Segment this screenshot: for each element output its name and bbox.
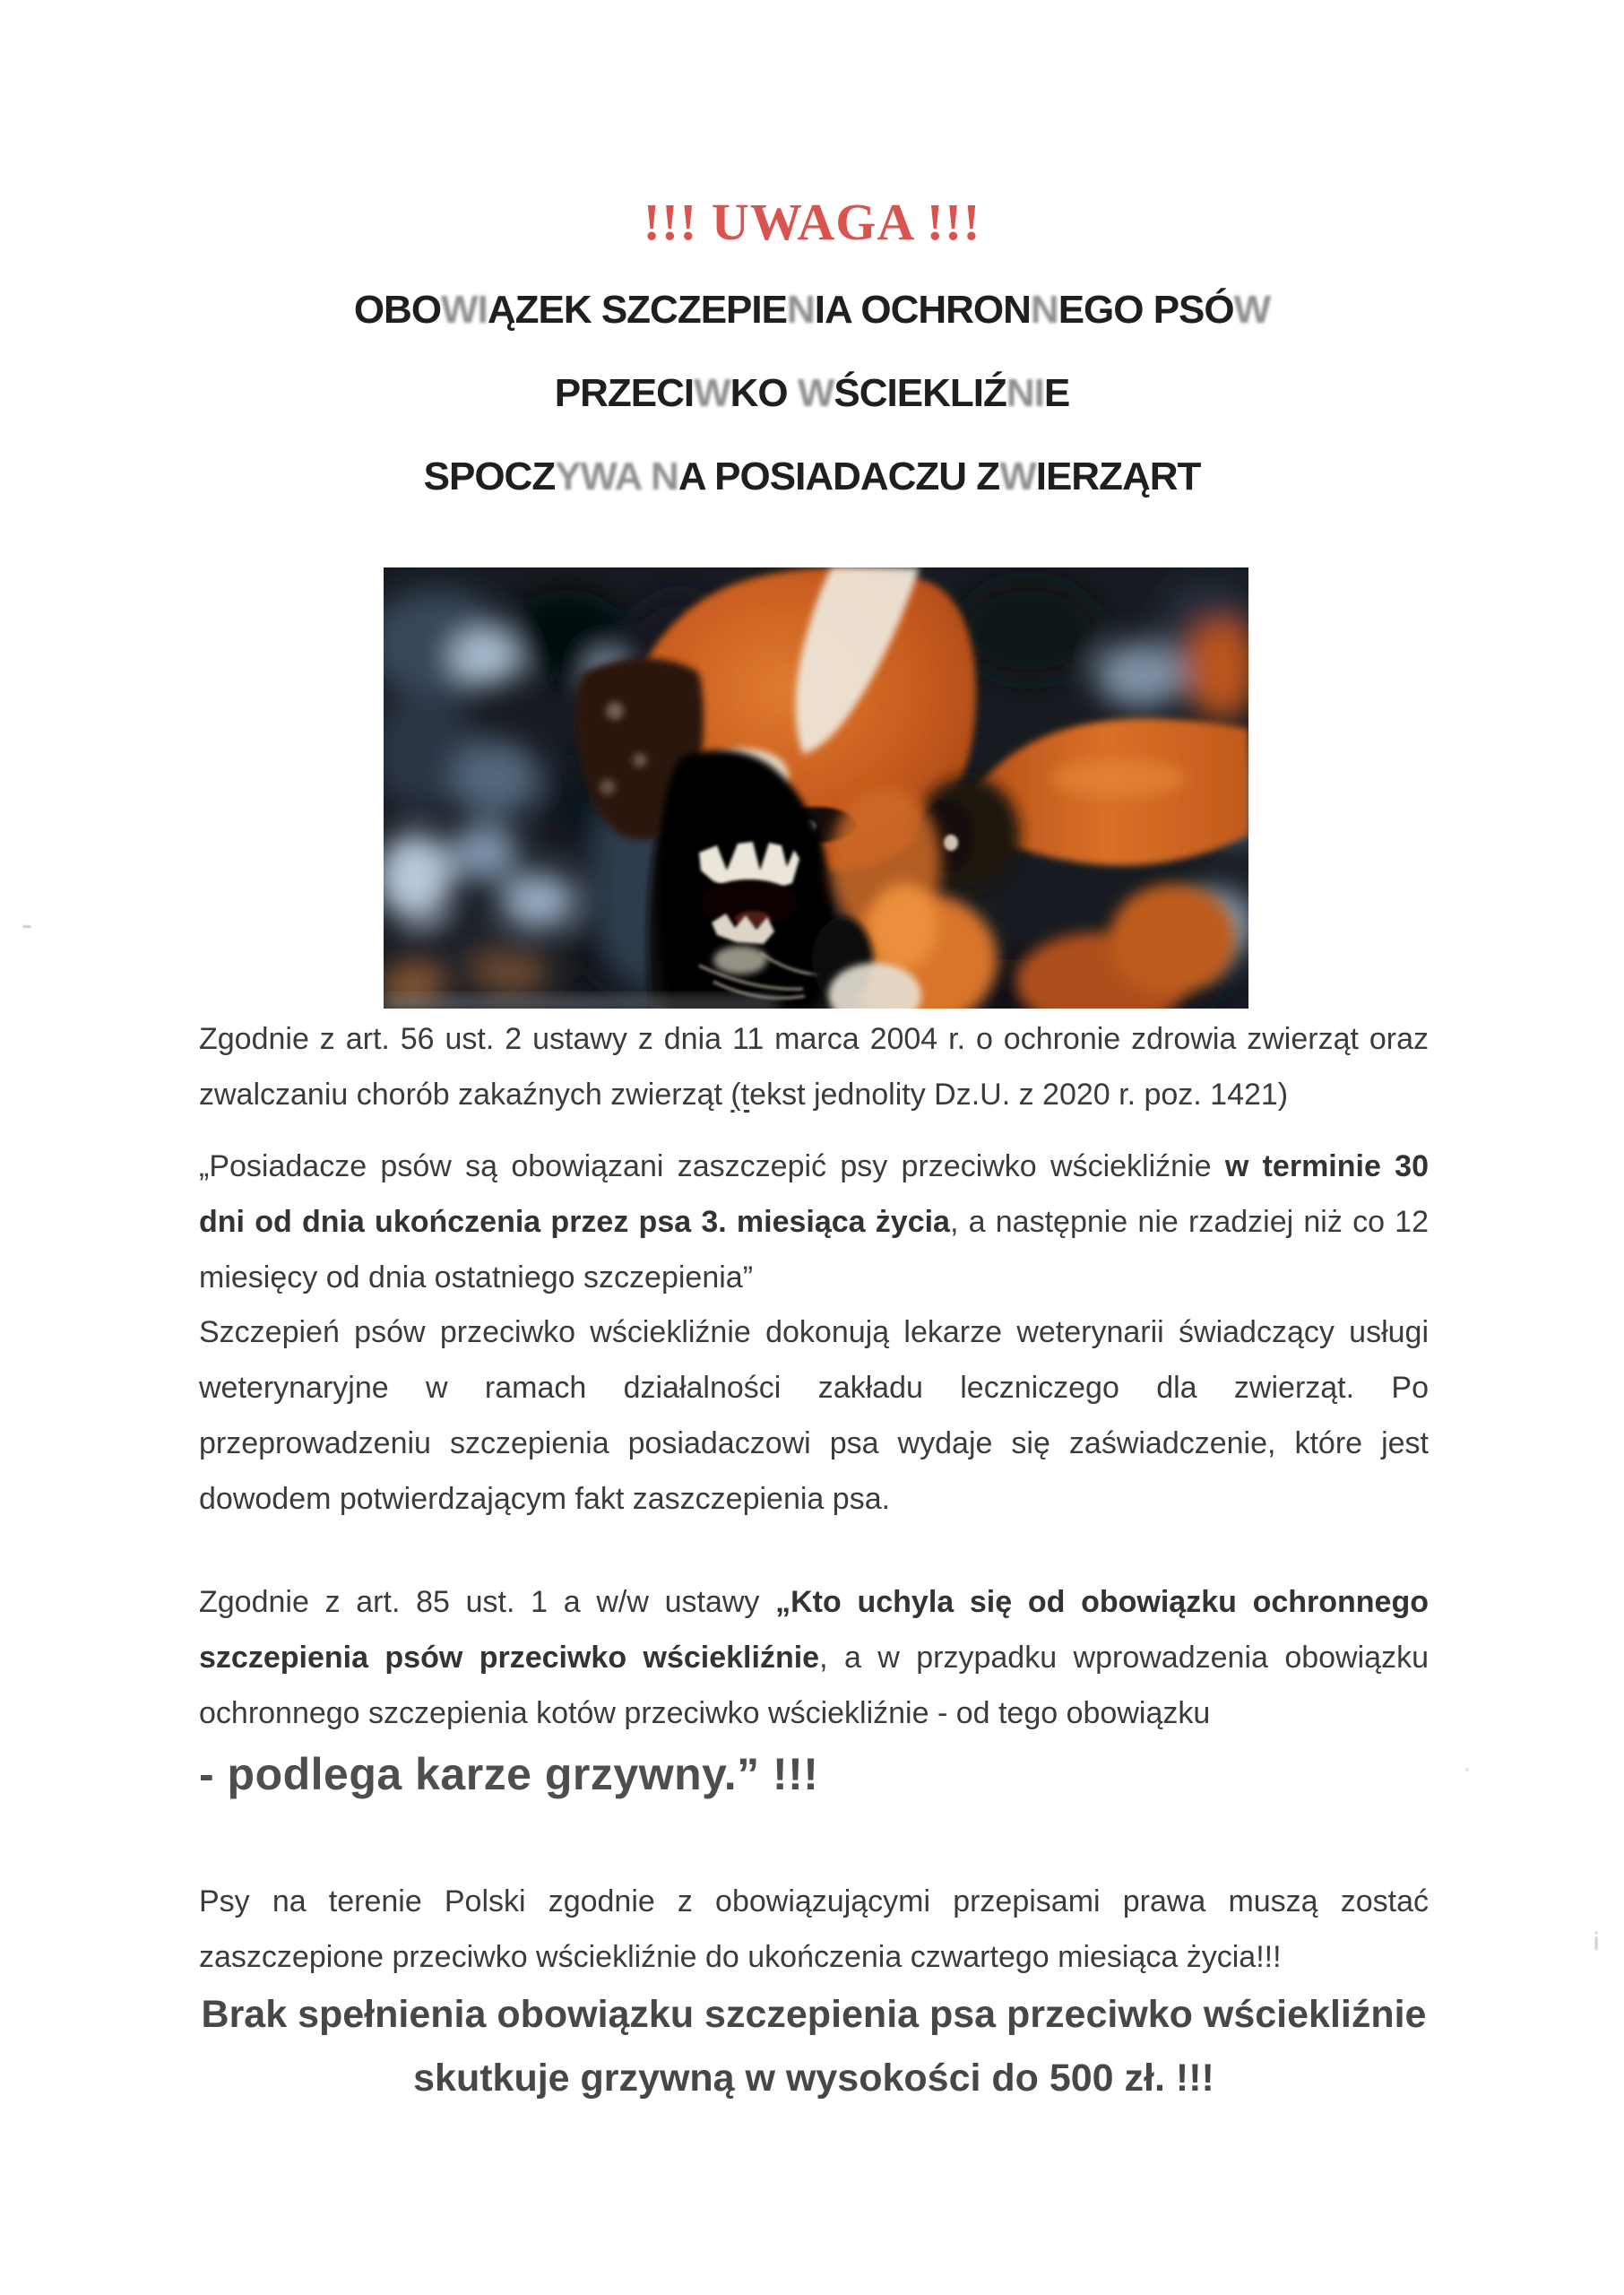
heading-line-3: SPOCZYWA NA POSIADACZU ZWIERZĄRT [423, 455, 1201, 498]
final-warning-line-1: Brak spełnienia obowiązku szczepienia psa przeciwko wściekliźnie [201, 1993, 1427, 2036]
scan-artifact-dash: - [22, 905, 32, 942]
final-warning [199, 1983, 1429, 2110]
penalty-line: - podlega karze grzywny.” !!! [199, 1749, 819, 1799]
final-warning-line-2: skutkuje grzywną w wysokości do 500 zł. !!! [413, 2057, 1214, 2100]
dog-photo [384, 567, 1248, 1009]
scan-artifact-tick: i [1594, 1927, 1600, 1955]
page-title: !!! UWAGA !!! [643, 193, 981, 251]
paragraph-art85: Zgodnie z art. 85 ust. 1 a w/w ustawy „Kto uchyla się od obowiązku ochronnego szczepienia psów przeciwko wściekliźnie, a w przypadku wprowadzenia obowiązku ochronnego szczepienia kotów przeciwko wściekliźnie - od tego obowiązku [199, 1585, 1430, 1730]
dog-photo-illustration [384, 567, 1248, 1009]
paragraph-vaccination-quote: „Posiadacze psów są obowiązani zaszczepić psy przeciwko wściekliźnie w terminie 30 dni od dnia ukończenia przez psa 3. miesiąca życia, a następnie nie rzadziej niż co 12 miesięcy od dnia ostatniego szczepienia” [199, 1149, 1430, 1295]
dog-chin [713, 946, 767, 974]
heading-line-1: OBOWIĄZEK SZCZEPIENIA OCHRONNEGO PSÓW [353, 288, 1271, 332]
scan-artifact-dot: · [1463, 1754, 1472, 1783]
heading-line-2: PRZECIWKO WŚCIEKLIŹNIE [554, 371, 1070, 415]
paragraph-legal-basis: Zgodnie z art. 56 ust. 2 ustawy z dnia 11 marca 2004 r. o ochronie zdrowia zwierząt oraz zwalczaniu chorób zakaźnych zwierząt (tekst jednolity Dz.U. z 2020 r. poz. 1421) [199, 1022, 1429, 1112]
paragraph-veterinarians: Szczepień psów przeciwko wściekliźnie dokonują lekarze weterynarii świadczący usługi weterynaryjne w ramach działalności zakładu leczniczego dla zwierząt. Po przeprowadzeniu szczepienia posiadaczowi psa wydaje się zaświadczenie, które jest dowodem potwierdzającym fakt zaszczepienia psa. [199, 1315, 1429, 1516]
paragraph-poland-rule: Psy na terenie Polski zgodnie z obowiązującymi przepisami prawa muszą zostać zaszczepione przeciwko wściekliźnie do ukończenia czwartego miesiąca życia!!! [199, 1884, 1429, 1974]
